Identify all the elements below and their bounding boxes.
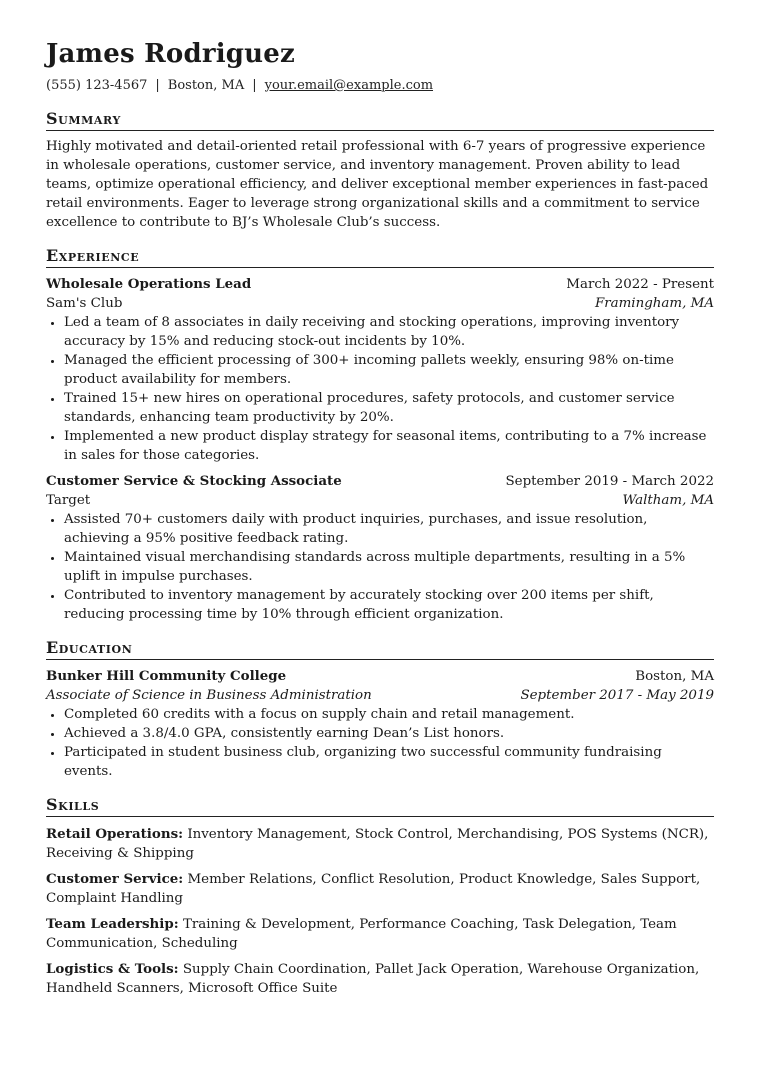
skill-text: Inventory Management, Stock Control, Merchandising, POS Systems (NCR), Receiving & Shipping xyxy=(46,827,709,861)
job-header xyxy=(46,472,714,491)
bullet-item: • Managed the efficient processing of 300+ incoming pallets weekly, ensuring 98% on-time product availability for members. xyxy=(64,351,714,389)
skill-category: Team Leadership: xyxy=(46,916,179,932)
education-dates: September 2017 - May 2019 xyxy=(520,688,714,703)
contact-line xyxy=(46,76,714,95)
job-entry xyxy=(46,472,714,624)
bullet-item: • Led a team of 8 associates in daily receiving and stocking operations, improving inventory accuracy by 15% and reducing stock-out incidents by 10%. xyxy=(64,313,714,351)
job-subheader xyxy=(46,491,714,510)
experience-heading: Experience xyxy=(46,246,714,268)
skill-category: Retail Operations: xyxy=(46,826,184,842)
job-bullets xyxy=(46,313,714,465)
contact-separator: | xyxy=(155,78,160,93)
job-header xyxy=(46,275,714,294)
phone-number: (555) 123-4567 xyxy=(46,78,148,93)
bullet-item: • Participated in student business club, organizing two successful community fundraising events. xyxy=(64,743,714,781)
education-subheader xyxy=(46,686,714,705)
skills-list xyxy=(46,825,714,998)
job-bullets xyxy=(46,510,714,624)
bullet-item: • Implemented a new product display strategy for seasonal items, contributing to a 7% increase in sales for those categories. xyxy=(64,427,714,465)
summary-heading: Summary xyxy=(46,109,714,131)
bullet-item: • Achieved a 3.8/4.0 GPA, consistently earning Dean’s List honors. xyxy=(64,724,714,743)
skill-text: Supply Chain Coordination, Pallet Jack Operation, Warehouse Organization, Handheld Scanners, Microsoft Office Suite xyxy=(46,962,700,996)
skill-row xyxy=(46,825,714,863)
education-heading: Education xyxy=(46,638,714,660)
job-location: Waltham, MA xyxy=(622,493,714,508)
skill-text: Member Relations, Conflict Resolution, Product Knowledge, Sales Support, Complaint Handling xyxy=(46,872,701,906)
education-entry xyxy=(46,667,714,781)
summary-text: Highly motivated and detail-oriented retail professional with 6-7 years of progressive experience in wholesale operations, customer service, and inventory management. Proven ability to lead teams, optimize operational efficiency, and deliver exceptional member experiences in fast-paced retail environments. Eager to leverage strong organizational skills and a commitment to service excellence to contribute to BJ’s Wholesale Club’s success. xyxy=(46,139,709,230)
candidate-name: James Rodriguez xyxy=(46,39,295,69)
bullet-item: • Trained 15+ new hires on operational procedures, safety protocols, and customer service standards, enhancing team productivity by 20%. xyxy=(64,389,714,427)
school-name: Bunker Hill Community College xyxy=(46,668,287,684)
job-dates: March 2022 - Present xyxy=(566,277,714,292)
skill-category: Customer Service: xyxy=(46,871,184,887)
skill-row xyxy=(46,960,714,998)
job-company: Sam's Club xyxy=(46,296,123,311)
skills-heading: Skills xyxy=(46,795,714,817)
job-location: Framingham, MA xyxy=(594,296,714,311)
degree-name: Associate of Science in Business Administration xyxy=(46,688,372,703)
job-dates: September 2019 - March 2022 xyxy=(505,474,714,489)
skill-text: Training & Development, Performance Coaching, Task Delegation, Team Communication, Scheduling xyxy=(46,917,677,951)
skill-category: Logistics & Tools: xyxy=(46,961,179,977)
school-location: Boston, MA xyxy=(635,669,714,684)
job-entry xyxy=(46,275,714,465)
bullet-item: • Completed 60 credits with a focus on supply chain and retail management. xyxy=(64,705,714,724)
education-header xyxy=(46,667,714,686)
education-bullets xyxy=(46,705,714,781)
email-link[interactable]: your.email@example.com xyxy=(264,78,434,93)
job-role: Wholesale Operations Lead xyxy=(46,276,252,292)
bullet-item: • Maintained visual merchandising standards across multiple departments, resulting in a 5% uplift in impulse purchases. xyxy=(64,548,714,586)
contact-separator: | xyxy=(252,78,257,93)
skill-row xyxy=(46,870,714,908)
job-role: Customer Service & Stocking Associate xyxy=(46,473,342,489)
bullet-item: • Contributed to inventory management by accurately stocking over 200 items per shift, reducing processing time by 10% through efficient organization. xyxy=(64,586,714,624)
skill-row xyxy=(46,915,714,953)
job-company: Target xyxy=(46,493,91,508)
location: Boston, MA xyxy=(167,78,245,93)
bullet-item: • Assisted 70+ customers daily with product inquiries, purchases, and issue resolution, achieving a 95% positive feedback rating. xyxy=(64,510,714,548)
job-subheader xyxy=(46,294,714,313)
